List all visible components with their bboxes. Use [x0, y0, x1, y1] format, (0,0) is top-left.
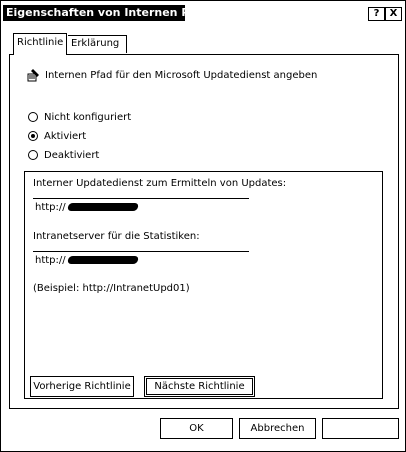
next-policy-button[interactable]: Nächste Richtlinie	[144, 376, 255, 397]
stats-server-label: Intranetserver für die Statistiken:	[33, 231, 200, 242]
radio-button[interactable]	[28, 112, 38, 122]
ok-button[interactable]: OK	[160, 418, 233, 439]
title-bar	[1, 1, 405, 23]
options-group	[24, 171, 383, 399]
radio-enabled[interactable]	[28, 129, 86, 143]
update-service-value: http://	[35, 202, 66, 213]
policy-header	[27, 67, 317, 83]
radio-disabled[interactable]	[28, 148, 99, 162]
redaction-scribble	[67, 256, 139, 264]
update-service-label: Interner Updatedienst zum Ermitteln von Updates:	[33, 178, 287, 189]
update-service-field[interactable]	[33, 198, 249, 215]
radio-not-configured[interactable]	[28, 110, 131, 124]
tab-erklaerung[interactable]: Erklärung	[68, 35, 127, 53]
example-hint: (Beispiel: http://IntranetUpd01)	[33, 283, 190, 294]
radio-button[interactable]	[28, 150, 38, 160]
previous-policy-button[interactable]: Vorherige Richtlinie	[30, 376, 134, 397]
policy-name: Internen Pfad für den Microsoft Updatedienst angeben	[45, 69, 318, 81]
stats-server-value: http://	[35, 255, 66, 266]
radio-label: Deaktiviert	[44, 149, 100, 161]
help-button[interactable]: ?	[368, 7, 385, 21]
close-button[interactable]: X	[385, 7, 402, 21]
policy-setting-icon	[27, 68, 41, 82]
redaction-scribble	[67, 203, 139, 211]
radio-label: Nicht konfiguriert	[44, 111, 132, 123]
window-title: Eigenschaften von Internen Pfad	[3, 5, 185, 21]
apply-button[interactable]	[322, 418, 399, 439]
cancel-button[interactable]: Abbrechen	[239, 418, 316, 439]
radio-label: Aktiviert	[44, 130, 87, 142]
radio-button[interactable]	[28, 131, 38, 141]
stats-server-field[interactable]	[33, 251, 249, 268]
tab-richtlinie[interactable]: Richtlinie	[13, 33, 67, 55]
